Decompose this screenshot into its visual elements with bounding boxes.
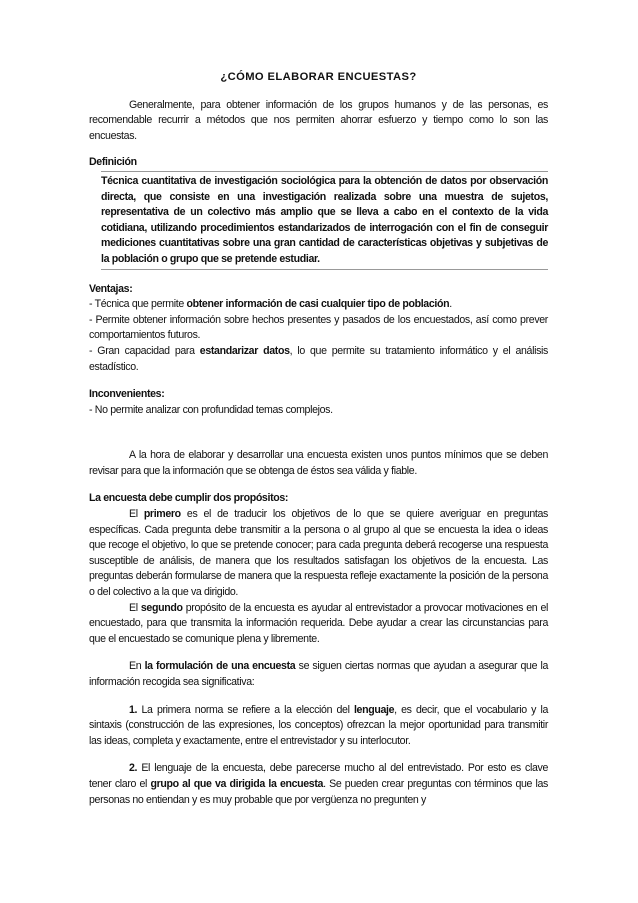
proposito-segundo-lead: El [129, 601, 141, 614]
document-body [89, 70, 548, 808]
para-hora-paragraph: A la hora de elaborar y desarrollar una encuesta existen unos puntos mínimos que se deben revisar para que la información que se obtenga de éstos sea válida y fiable. [89, 449, 548, 477]
norma-2-lead: El lenguaje de la encuesta, debe parecerse mucho al del entrevistado. Por esto es clave tener claro el [89, 762, 548, 790]
proposito-segundo-text: propósito de la encuesta es ayudar al entrevistador a provocar motivaciones en el encuestado, para que transmita la información requerida. Debe ayudar a crear las circunstancias para que el encuestado se comunique plena y libremente. [89, 601, 548, 645]
norma-1-lead: La primera norma se refiere a la elección del [137, 703, 354, 716]
norma-1-bold: lenguaje [353, 703, 395, 716]
proposito-primero [89, 507, 548, 601]
ventajas-item-1-text: - Técnica que permite [89, 298, 187, 311]
inconvenientes-heading: Inconvenientes: [89, 388, 165, 401]
norma-1-text: , es decir, que el vocabulario y la sintaxis (construcción de las expresiones, los conceptos) ofrezcan la mejor oportunidad para transmitir las ideas, completa y exactamente, entre el entrevistador y su interlocutor. [89, 703, 549, 747]
norma-1-number: 1. [129, 703, 138, 716]
formulacion-text: se siguen ciertas normas que ayudan a asegurar que la información recogida sea significativa: [89, 660, 548, 688]
page-title: ¿CÓMO ELABORAR ENCUESTAS? [220, 71, 417, 83]
norma-2-text: . Se pueden crear preguntas con términos que las personas no entiendan y es muy probable que por vergüenza no pregunten y [89, 777, 548, 806]
norma-2-paragraph [89, 761, 548, 808]
intro-paragraph: Generalmente, para obtener información de los grupos humanos y de las personas, es recomendable recurrir a métodos que nos permiten ahorrar esfuerzo y tiempo como lo son las encuestas. [89, 98, 548, 142]
definition-box: Técnica cuantitativa de investigación sociológica para la obtención de datos por observación directa, que consiste en una investigación realizada sobre una muestra de sujetos, representativa de un colectivo más amplio que se lleva a cabo en el contexto de la vida cotidiana, utilizando procedimientos estandarizados de interrogación con el fin de conseguir mediciones cuantitativas sobre una gran cantidad de características objetivas y subjetivas de la población o grupo que se pretende estudiar. [101, 171, 548, 270]
ventajas-item-1-end: . [449, 298, 452, 311]
ventajas-item-1-bold: obtener información de casi cualquier tipo de población [186, 298, 450, 311]
ventajas-heading: Ventajas: [89, 282, 133, 295]
ventajas-item-3-text: - Gran capacidad para [89, 344, 200, 357]
formulacion-bold: la formulación de una encuesta [144, 660, 296, 673]
inconvenientes-item-1: - No permite analizar con profundidad temas complejos. [89, 403, 333, 416]
norma-2-bold: grupo al que va dirigida la encuesta [150, 777, 324, 790]
proposito-primero-lead: El [129, 508, 144, 521]
ventajas-item-3-bold: estandarizar datos [199, 344, 290, 357]
proposito-primero-text: es el de traducir los objetivos de lo que se quiere averiguar en preguntas específicas. Cada pregunta debe transmitir a la persona o al grupo al que se encuesta la idea o ideas que recoge el objetivo, lo que se pretende conocer; para cada pregunta deberá recogerse una respuesta susceptible de análisis, de manera que los resultados satisfagan los objetivos de la encuesta. Las preguntas deberán formularse de manera que la respuesta refleje exactamente la posición de la persona o del colectivo a la que va dirigido. [89, 508, 548, 599]
proposito-primero-bold: primero [143, 508, 181, 521]
norma-2-number: 2. [129, 762, 138, 775]
norma-1-paragraph [89, 703, 548, 750]
ventajas-item-1 [89, 297, 548, 313]
proposito-segundo [89, 601, 548, 648]
ventajas-item-2: - Permite obtener información sobre hechos presentes y pasados de los encuestados, así como prever comportamientos futuros. [89, 313, 548, 342]
formulacion-lead: En [129, 660, 145, 673]
ventajas-item-3 [89, 344, 548, 375]
definition-heading: Definición [89, 156, 137, 169]
propositos-heading: La encuesta debe cumplir dos propósitos: [89, 492, 289, 505]
ventajas-item-3-end: , lo que permite su tratamiento informático y el análisis estadístico. [89, 344, 548, 373]
formulacion-paragraph [89, 659, 548, 690]
proposito-segundo-bold: segundo [140, 601, 183, 614]
